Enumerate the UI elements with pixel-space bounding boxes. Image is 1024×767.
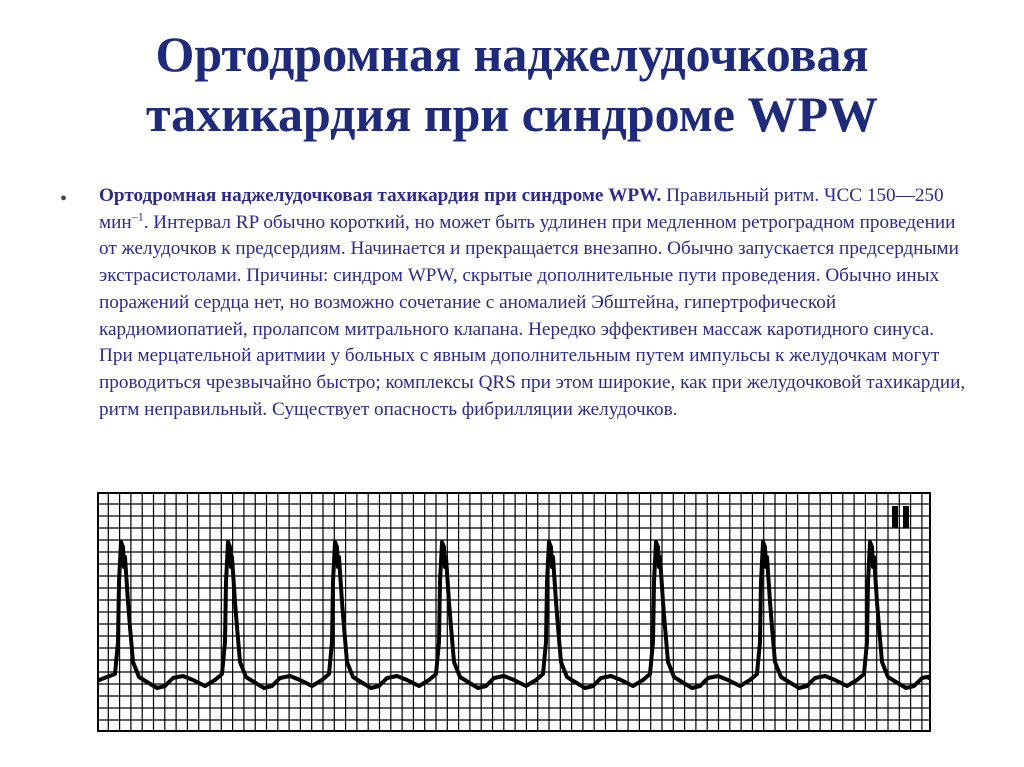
ecg-lead-label	[892, 506, 909, 528]
ecg-grid	[97, 492, 931, 732]
ecg-lead-mark	[892, 506, 898, 528]
title-line-2: тахикардия при синдроме WPW	[145, 86, 878, 142]
bullet-superscript: –1	[131, 209, 144, 224]
ecg-lead-mark	[903, 506, 909, 528]
slide-title	[40, 24, 984, 144]
title-line-1: Ортодромная наджелудочковая	[155, 26, 869, 82]
bullet-lead: Ортодромная наджелудочковая тахикардия при синдроме WPW.	[99, 185, 662, 206]
bullet-marker: •	[60, 188, 68, 210]
ecg-svg	[97, 492, 931, 732]
bullet-text-2: . Интервал RP обычно короткий, но может быть удлинен при медленном ретроградном проведении от желудочков к предсердиям. Начинается и прекращается внезапно. Обычно запускается предсердными экстрасистолами. Причины: синдром WPW, скрытые дополнительные пути проведения. Обычно иных поражений сердца нет, но возможно сочетание с аномалией Эбштейна, гипертрофической кардиомиопатией, пролапсом митрального клапана. Нередко эффективен массаж каротидного синуса. При мерцательной аритмии у больных с явным дополнительным путем импульсы к желудочкам могут проводиться чрезвычайно быстро; комплексы QRS при этом широкие, как при желудочковой тахикардии, ритм неправильный. Существует опасность фибрилляции желудочков.	[99, 211, 966, 420]
ecg-strip	[97, 492, 931, 732]
bullet-text-1: Правильный ритм. ЧСС 150—250 мин	[99, 185, 944, 233]
bullet-paragraph	[99, 183, 969, 423]
